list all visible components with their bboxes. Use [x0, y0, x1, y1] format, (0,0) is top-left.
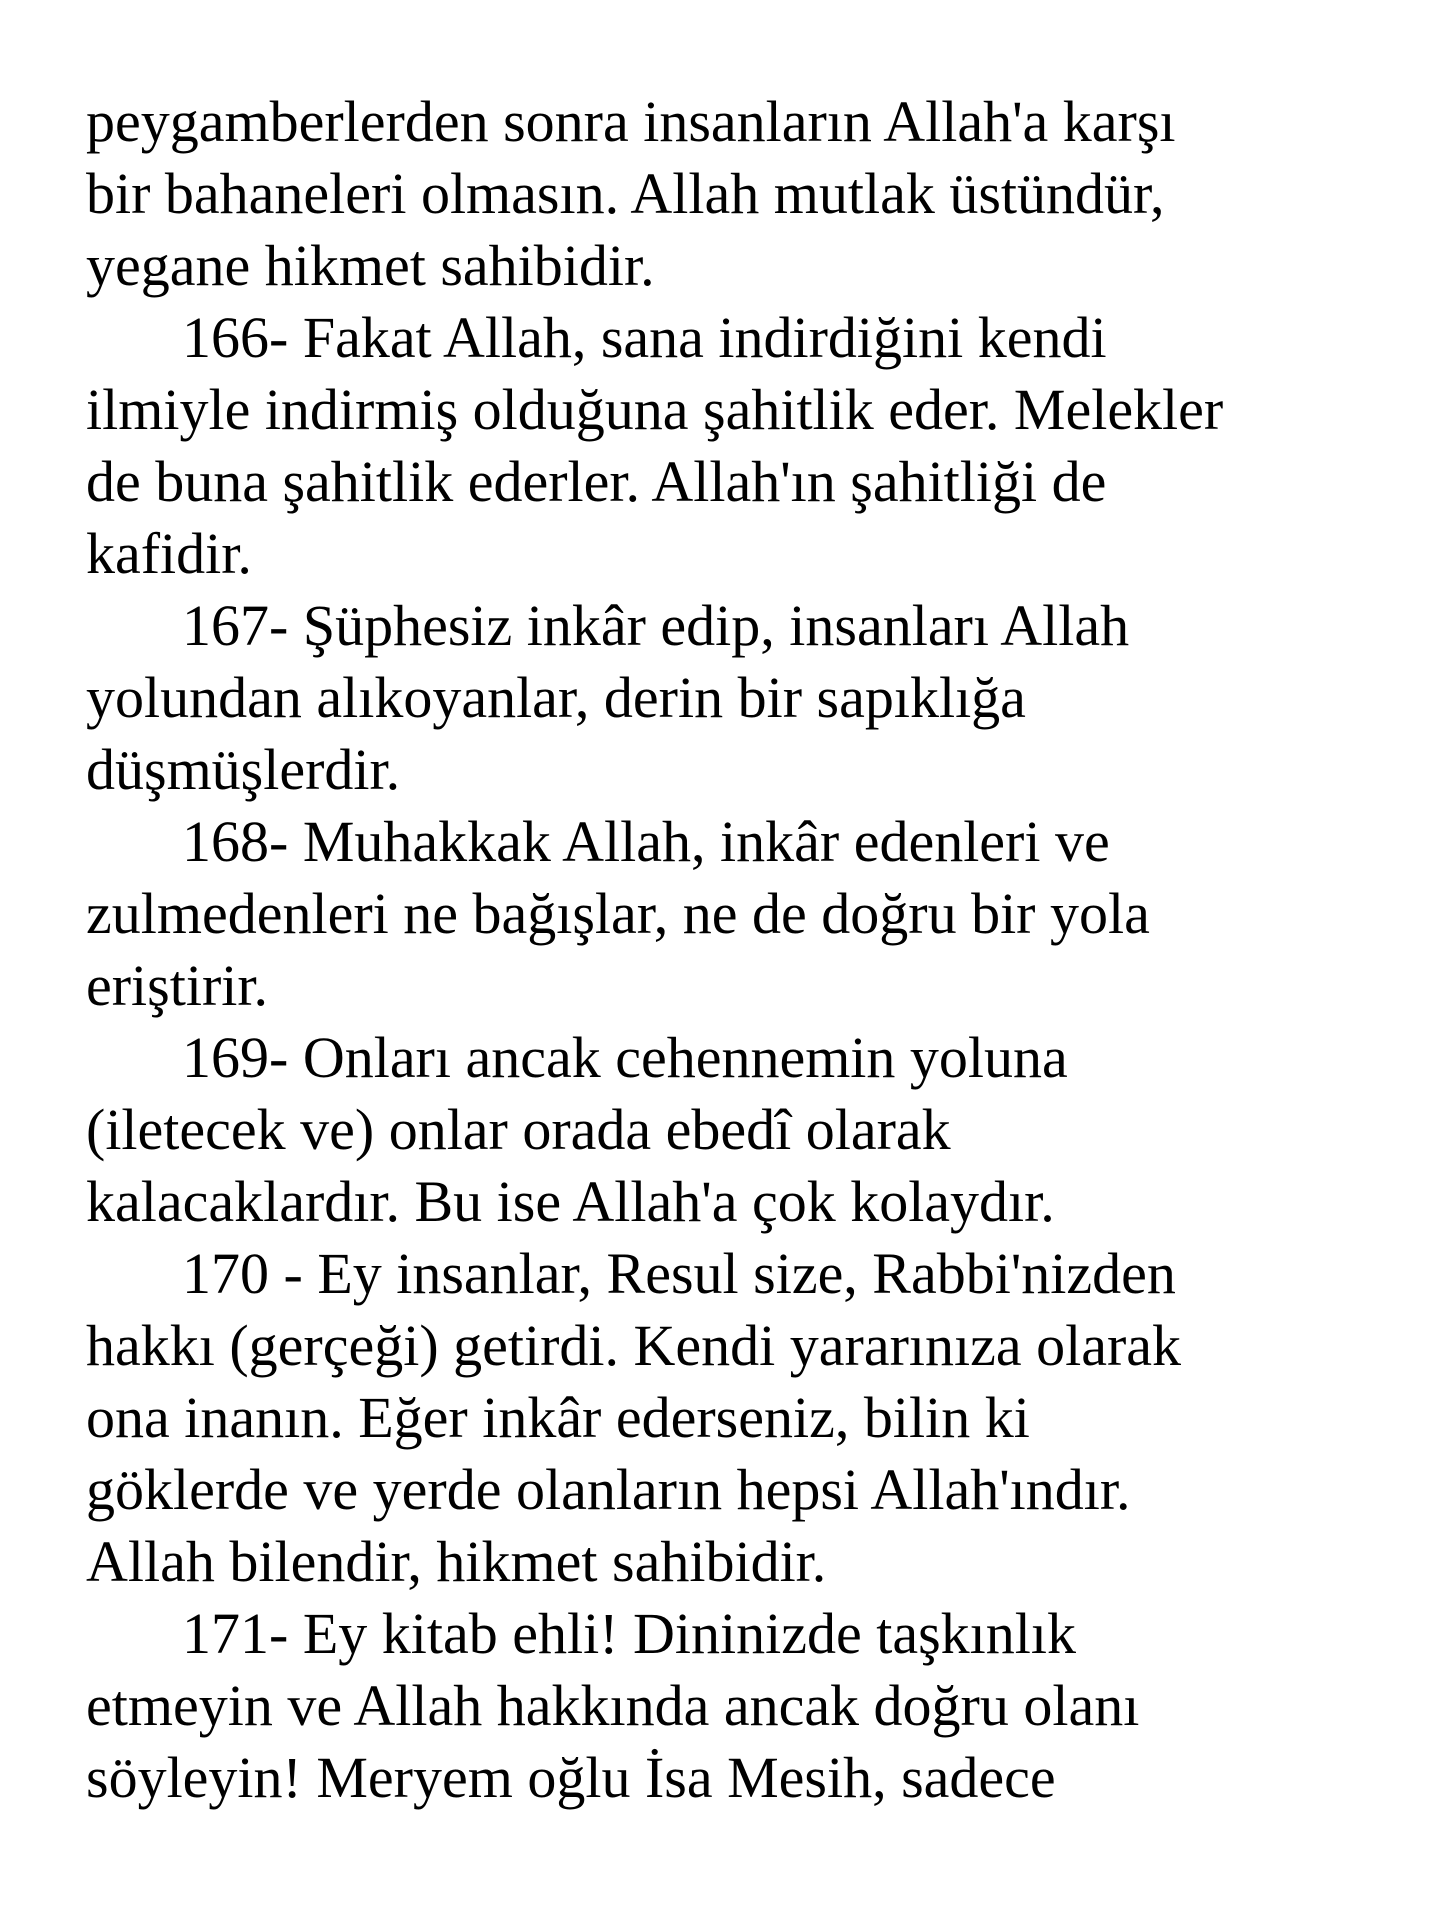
text-line: ona inanın. Eğer inkâr ederseniz, bilin ki [86, 1385, 1030, 1450]
text-line: (iletecek ve) onlar orada ebedî olarak [86, 1097, 951, 1162]
text-line: hakkı (gerçeği) getirdi. Kendi yararınıza olarak [86, 1313, 1182, 1378]
text-line: yolundan alıkoyanlar, derin bir sapıklığa [86, 665, 1026, 730]
text-line: söyleyin! Meryem oğlu İsa Mesih, sadece [86, 1745, 1056, 1810]
text-line: Allah bilendir, hikmet sahibidir. [86, 1529, 827, 1594]
text-line: kalacaklardır. Bu ise Allah'a çok kolaydır. [86, 1169, 1055, 1234]
text-line: kafidir. [86, 521, 252, 586]
text-line: bir bahaneleri olmasın. Allah mutlak üstündür, [86, 161, 1165, 226]
text-line: düşmüşlerdir. [86, 737, 401, 802]
verse-167-start: 167- Şüphesiz inkâr edip, insanları Allah [182, 593, 1130, 658]
text-line: göklerde ve yerde olanların hepsi Allah'ındır. [86, 1457, 1131, 1522]
verse-171-start: 171- Ey kitab ehli! Dininizde taşkınlık [182, 1601, 1076, 1666]
verse-170-start: 170 - Ey insanlar, Resul size, Rabbi'nizden [182, 1241, 1176, 1306]
verse-168-start: 168- Muhakkak Allah, inkâr edenleri ve [182, 809, 1110, 874]
text-line: ilmiyle indirmiş olduğuna şahitlik eder. Melekler [86, 377, 1224, 442]
verse-166-start: 166- Fakat Allah, sana indirdiğini kendi [182, 305, 1107, 370]
text-line: zulmedenleri ne bağışlar, ne de doğru bir yola [86, 881, 1150, 946]
document-page [86, 86, 1406, 1814]
text-line: etmeyin ve Allah hakkında ancak doğru olanı [86, 1673, 1140, 1738]
text-line: eriştirir. [86, 953, 269, 1018]
text-line: yegane hikmet sahibidir. [86, 233, 655, 298]
text-line: de buna şahitlik ederler. Allah'ın şahitliği de [86, 449, 1107, 514]
text-line: peygamberlerden sonra insanların Allah'a karşı [86, 89, 1176, 154]
verse-169-start: 169- Onları ancak cehennemin yoluna [182, 1025, 1068, 1090]
